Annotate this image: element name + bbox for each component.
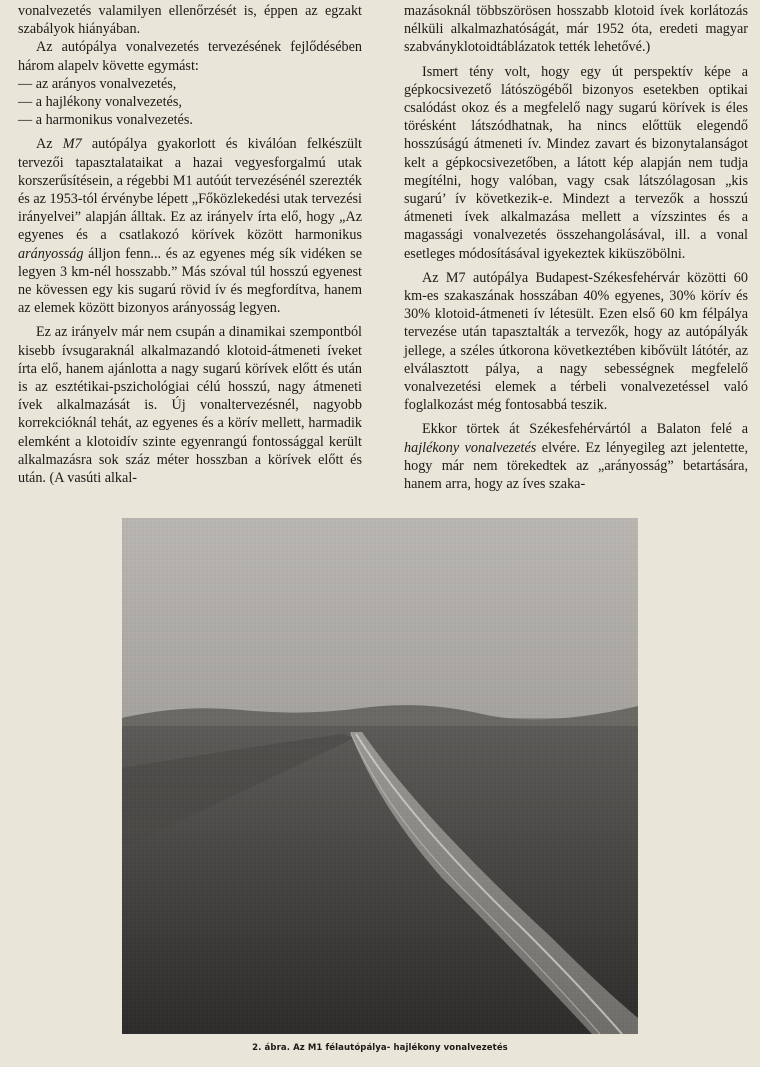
paragraph-continuation-right: mazásoknál többszörösen hosszabb klotoid ívek korlátozás nélküli alkalmazhatóságát, már 1952 óta, eredeti magyar szabványklotoidtáblázatok tették lehetővé.) [404, 3, 748, 56]
list-item-harmonic: — a harmonikus vonalvezetés. [18, 112, 193, 129]
paragraph-optical-illusion: Ismert tény volt, hogy egy út perspektív képe a gépkocsivezető látószögéből bizonyos esetekben optikai csalódást okoz és a megfelelő nagy sugarú körívek is éles törésként látszódhatnak, ha nincs előttük elegendő hosszúságú átmeneti ív. Mindez zavart és bizonytalanságot kelt a gépkocsivezetőben, a látott kép alapján nem tudja megítélni, hogy valóban, vagy csak látszólagosan „kis sugarú’ ív következik-e. Mindezt a tervezők a hosszú átmeneti ívek alkalmazása mellett a vízszintes és a magassági vonalvezetés összehangolásával, ill. a vonal esetleges módosításával igyekeztek kiküszöbölni. [404, 63, 748, 262]
list-item-flexible: — a hajlékony vonalvezetés, [18, 94, 182, 111]
paragraph-m7-designers: Az M7 autópálya gyakorlott és kiválóan felkészült tervezői tapasztalataikat a hazai vegyesforgalmú utak korszerűsítésein, a régebbi M1 autóút tervezésénél szerezték és az 1953-tól érvénybe lépett „Főközlekedési utak tervezési irányelvei” alapján álltak. Ez az irányelv írta elő, hogy „Az egyenes és a csatlakozó körívek között harmonikus arányosság álljon fenn... és az egyenes még sík vidéken se legyen 3 km-nél hosszabb.” Más szóval túl hosszú egyenest ne kövessen egy kis sugarú rövid ív és megfordítva, hanem az elemek között bizonyos arányosság legyen. [18, 136, 362, 317]
paragraph-principles-intro: Az autópálya vonalvezetés tervezésének fejlődésében három alapelv követte egymást: [18, 39, 362, 74]
flexible-alignment-italic: hajlékony vonalvezetés [404, 439, 537, 456]
proportionality-italic: arányosság [18, 245, 84, 262]
left-text-column [18, 2, 362, 487]
right-text-column [404, 2, 748, 493]
paragraph-m7-statistics: Az M7 autópálya Budapest-Székesfehérvár közötti 60 km-es szakaszának hosszában 40% egyenes, 30% körív és 30% klotoid-átmeneti ív létesült. Ezen első 60 km félpálya tervezése után tapasztalták a tervezők, hogy az autópályák jellege, a széles útkorona következtében kibővült látótér, az elválasztott pálya, a nagy sebességnek megfelelő vonalvezetési elemek a térbeli vonalvezetéssel való foglalkozást még fontosabbá teszik. [404, 269, 748, 414]
paragraph-continuation: vonalvezetés valamilyen ellenőrzését is, éppen az egzakt szabályok hiányában. [18, 3, 362, 38]
m7-italic: M7 [62, 136, 82, 153]
paragraph-flexible-alignment: Ekkor törtek át Székesfehérvártól a Balaton felé a hajlékony vonalvezetés elvére. Ez lényegileg azt jelentette, hogy már nem törekedtek az „arányosság” betartására, hanem arra, hogy az íves szaka- [404, 421, 749, 493]
figure-caption: 2. ábra. Az M1 félautópálya- hajlékony vonalvezetés [252, 1043, 508, 1053]
list-item-proportional: — az arányos vonalvezetés, [18, 75, 177, 92]
paragraph-guideline: Ez az irányelv már nem csupán a dinamikai szempontból kisebb ívsugaraknál alkalmazandó klotoid-átmeneti íveket írta elő, hanem ajánlotta a nagy sugarú körívek előtt és után is az esztétikai-pszichológiai célú hosszú, nagy átmeneti ívek alkalmazását is. Új vonaltervezésnél, nagyobb korrekcióknál tehát, az egyenes és a körív mellett, harmadik elemként a klotoidív szinte egyenrangú fontossággal került alkalmazásra sok száz méter hosszban a körívek előtt és után. (A vasúti alkal- [18, 324, 362, 487]
motorway-photo [122, 518, 638, 1034]
